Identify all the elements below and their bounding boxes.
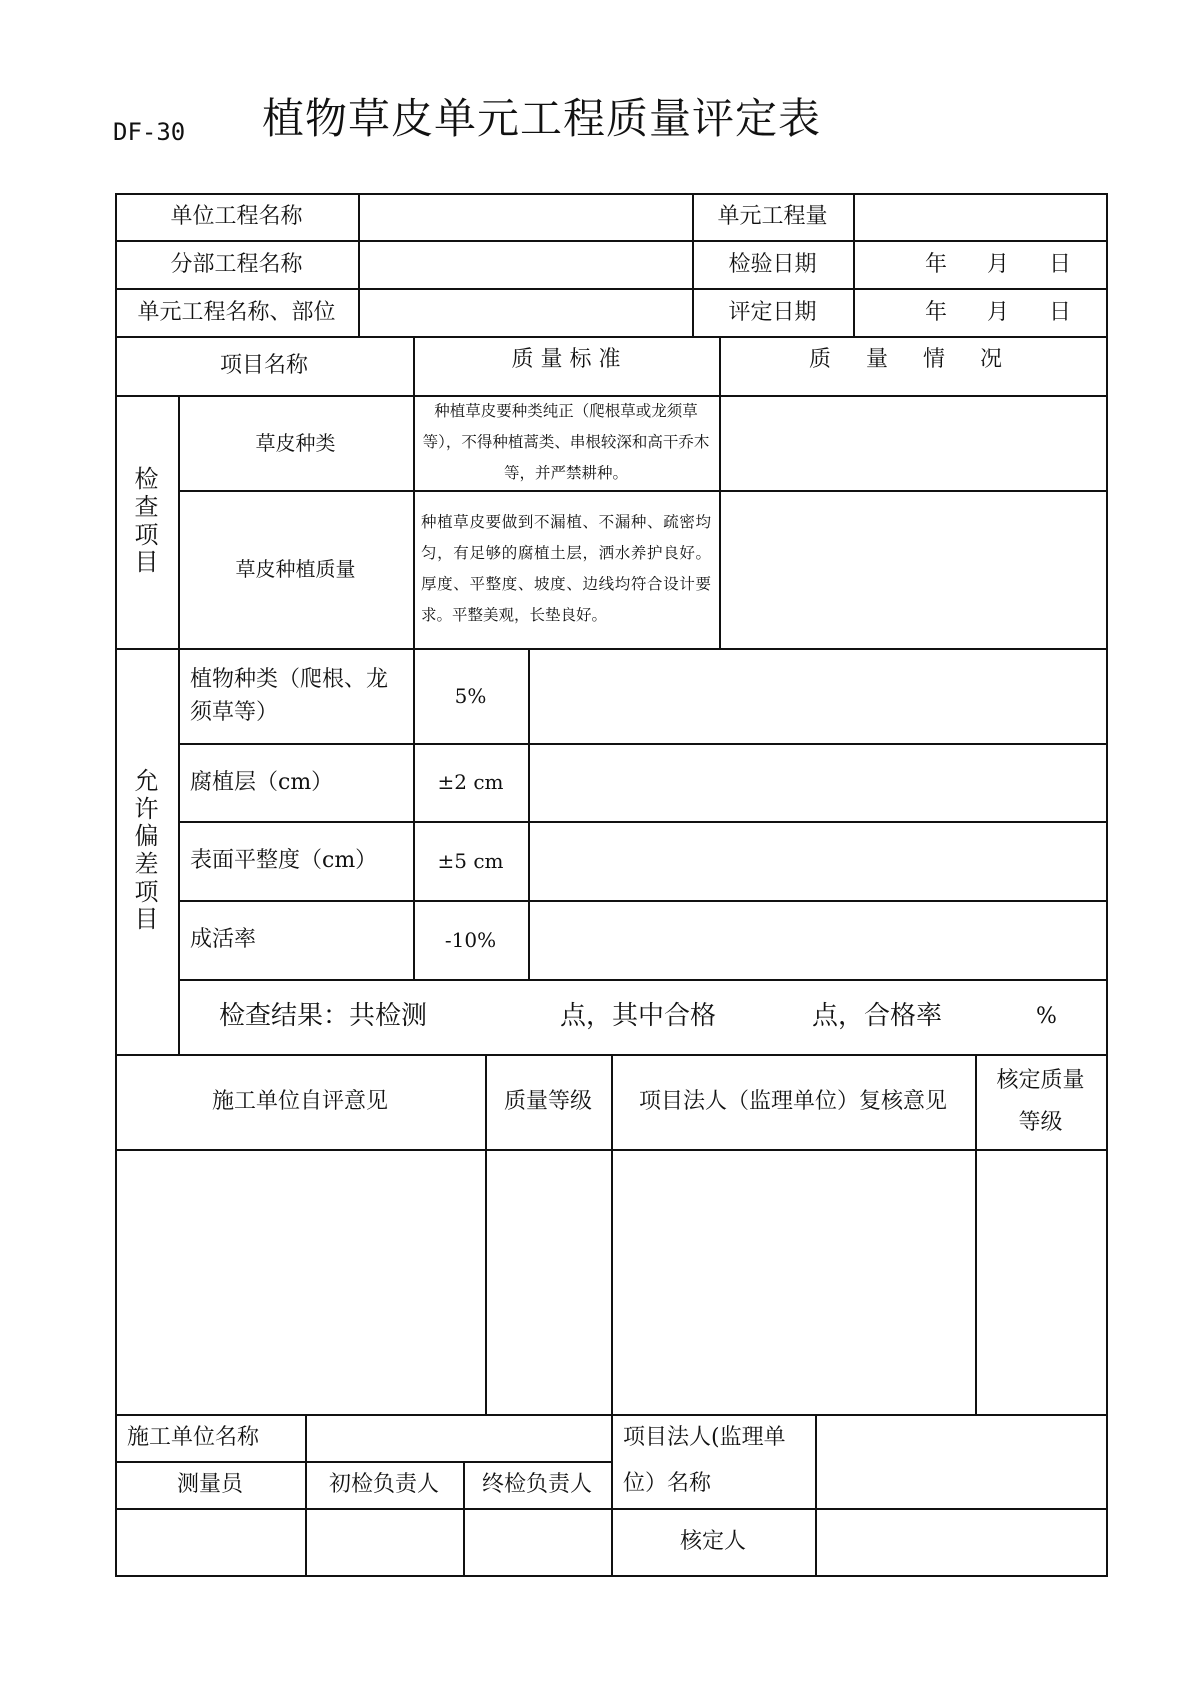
inspection-item-status[interactable] <box>719 395 1106 490</box>
quality-grade-header: 质量等级 <box>503 1089 592 1114</box>
tolerance-item-name: 表面平整度（cm） <box>190 848 378 873</box>
unit-quantity-field[interactable] <box>853 193 1106 240</box>
owner-field[interactable] <box>815 1414 1106 1508</box>
inspection-item-name: 草皮种类 <box>255 430 336 455</box>
unit-project-field[interactable] <box>358 193 692 240</box>
form-code: DF-30 <box>113 118 186 146</box>
inspection-item-standard: 种植草皮要做到不漏植、不漏种、疏密均匀，有足够的腐植土层，洒水养护良好。厚度、平整度、坡度、边线均符合设计要求。平整美观，长垫良好。 <box>421 513 711 624</box>
initial-inspector-label: 初检负责人 <box>328 1472 439 1497</box>
surveyor-label: 测量员 <box>176 1472 243 1497</box>
inspection-item-name: 草皮种植质量 <box>235 557 356 581</box>
result-mid2: 点，合格率 <box>812 1001 943 1031</box>
inspect-date-field[interactable] <box>853 240 1106 288</box>
date-year: 年 <box>924 299 947 325</box>
date-month: 月 <box>986 299 1009 325</box>
tolerance-item-name: 植物种类（爬根、龙须草等） <box>190 666 389 725</box>
owner-label: 项目法人(监理单位）名称 <box>623 1424 786 1496</box>
date-day: 日 <box>1048 251 1071 277</box>
result-mid: 点，其中合格 <box>560 1001 717 1031</box>
review-field[interactable] <box>611 1149 975 1414</box>
verifier-field[interactable] <box>815 1508 1106 1575</box>
final-inspector-label: 终检负责人 <box>481 1472 592 1497</box>
tolerance-item-value: -10% <box>444 927 497 952</box>
tolerance-item-value: ±5 cm <box>437 848 504 873</box>
initial-inspector-field[interactable] <box>305 1508 463 1575</box>
contractor-name-label: 施工单位名称 <box>127 1425 260 1450</box>
date-year: 年 <box>924 251 947 277</box>
inspection-item-status[interactable] <box>719 490 1106 648</box>
surveyor-field[interactable] <box>115 1508 305 1575</box>
table-border-bottom <box>115 1575 1108 1577</box>
tolerance-item-result[interactable] <box>528 821 1106 900</box>
tolerance-group-label: 允 许 偏 差 项 目 <box>134 767 159 934</box>
element-label: 单元工程名称、部位 <box>137 299 336 325</box>
verified-grade-field[interactable] <box>975 1149 1106 1414</box>
division-field[interactable] <box>358 240 692 288</box>
unit-project-label: 单位工程名称 <box>170 204 303 229</box>
tolerance-item-value: 5% <box>454 683 487 708</box>
verifier-label: 核定人 <box>679 1529 746 1554</box>
inspection-group-label: 检 查 项 目 <box>134 465 159 577</box>
date-day: 日 <box>1048 299 1071 325</box>
final-inspector-field[interactable] <box>463 1508 611 1575</box>
tolerance-item-result[interactable] <box>528 743 1106 821</box>
self-eval-field[interactable] <box>115 1149 485 1414</box>
element-field[interactable] <box>358 288 692 336</box>
form-title: 植物草皮单元工程质量评定表 <box>262 94 822 143</box>
result-suffix: % <box>1036 1004 1057 1029</box>
col-header-quality-status: 质 量 情 况 <box>809 346 1016 372</box>
quality-grade-field[interactable] <box>485 1149 611 1414</box>
tolerance-item-name: 腐植层（cm） <box>190 769 334 795</box>
col-header-quality-standard: 质 量 标 准 <box>511 346 621 372</box>
tolerance-item-result[interactable] <box>528 648 1106 743</box>
tolerance-item-value: ±2 cm <box>437 770 504 794</box>
tolerance-item-result[interactable] <box>528 900 1106 979</box>
division-label: 分部工程名称 <box>170 251 303 277</box>
contractor-name-field[interactable] <box>305 1414 611 1461</box>
unit-quantity-label: 单元工程量 <box>717 204 828 229</box>
tolerance-item-name: 成活率 <box>190 927 257 952</box>
table-border-right <box>1106 193 1108 1577</box>
inspection-item-standard: 种植草皮要种类纯正（爬根草或龙须草等），不得种植蒿类、串根较深和高干乔木等，并严禁耕种。 <box>422 402 710 482</box>
inspect-date-label: 检验日期 <box>728 251 817 277</box>
assess-date-field[interactable] <box>853 288 1106 336</box>
verified-grade-header: 核定质量等级 <box>996 1067 1085 1135</box>
inspection-result-line <box>178 979 1106 1054</box>
assess-date-label: 评定日期 <box>728 299 817 325</box>
date-month: 月 <box>986 251 1009 277</box>
self-eval-header: 施工单位自评意见 <box>211 1089 388 1114</box>
review-header: 项目法人（监理单位）复核意见 <box>638 1089 947 1114</box>
result-prefix: 检查结果：共检测 <box>219 1001 428 1031</box>
col-header-item-name: 项目名称 <box>219 353 308 378</box>
